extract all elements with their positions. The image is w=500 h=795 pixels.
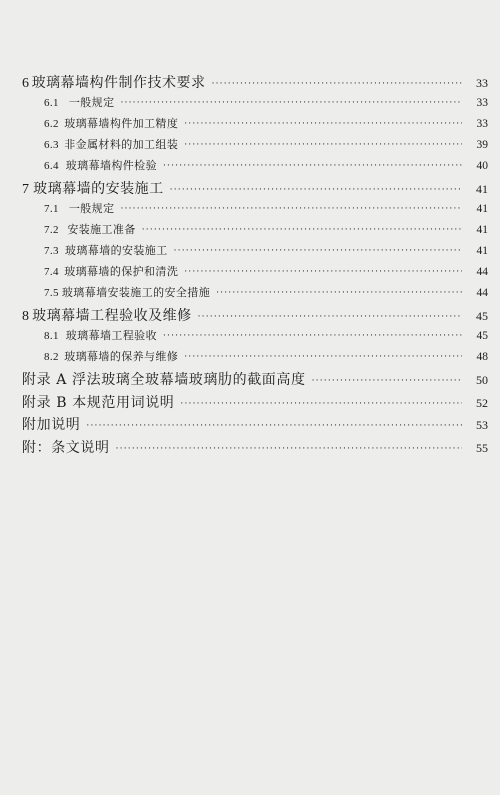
section-title: 玻璃幕墙安装施工的安全措施 [61, 286, 211, 299]
page-number: 40 [476, 160, 488, 172]
page-number: 33 [476, 76, 488, 90]
chapter-title: 玻璃幕墙的安装施工 [33, 181, 164, 197]
toc-chapter-6[interactable] [22, 72, 488, 94]
toc-section-7-1[interactable] [22, 200, 488, 221]
page-number: 44 [476, 287, 488, 299]
page-number: 44 [476, 266, 488, 278]
page-number: 52 [476, 395, 488, 410]
toc-section-6-4[interactable] [22, 157, 488, 178]
appendix-title: 附：条文说明 [22, 439, 110, 456]
section-number: 7.3 [44, 245, 59, 257]
dot-leader [216, 288, 462, 298]
section-title: 玻璃幕墙的保养与维修 [64, 350, 179, 363]
dot-leader [184, 267, 462, 277]
dot-leader [116, 444, 462, 454]
section-number: 8.2 [44, 351, 59, 363]
toc-appendix-a[interactable] [22, 369, 488, 392]
dot-leader [86, 421, 462, 431]
dot-leader [120, 204, 462, 214]
toc-chapter-7[interactable] [22, 178, 488, 200]
toc-clause-explanation[interactable] [22, 437, 488, 460]
toc-section-7-2[interactable] [22, 221, 488, 242]
section-title: 非金属材料的加工组装 [64, 138, 179, 151]
section-title: 玻璃幕墙的保护和清洗 [64, 265, 179, 278]
dot-leader [184, 119, 462, 129]
page-number: 33 [476, 118, 488, 130]
section-title: 一般规定 [68, 96, 115, 109]
page-number: 33 [476, 97, 488, 109]
dot-leader [170, 185, 462, 195]
toc-section-7-3[interactable] [22, 242, 488, 263]
dot-leader [163, 331, 462, 341]
chapter-number: 7 [22, 182, 30, 197]
toc-section-8-2[interactable] [22, 348, 488, 369]
chapter-number: 8 [22, 309, 30, 324]
dot-leader [212, 79, 462, 89]
page-number: 53 [476, 418, 488, 432]
section-number: 6.2 [44, 118, 59, 130]
toc-section-6-2[interactable] [22, 115, 488, 136]
chapter-title: 玻璃幕墙工程验收及维修 [32, 308, 192, 324]
page-number: 55 [476, 440, 488, 455]
section-number: 6.1 [44, 97, 59, 109]
section-title: 一般规定 [68, 202, 115, 215]
dot-leader [142, 225, 462, 235]
section-title: 安装施工准备 [67, 223, 136, 236]
dot-leader [120, 98, 462, 108]
section-number: 7.5 [44, 287, 59, 299]
page-number: 39 [476, 139, 488, 151]
appendix-title: 附加说明 [22, 417, 81, 433]
section-title: 玻璃幕墙的安装施工 [65, 244, 168, 257]
section-title: 玻璃幕墙构件检验 [65, 159, 157, 172]
page-number: 41 [476, 203, 488, 215]
toc-section-8-1[interactable] [22, 327, 488, 348]
section-title: 玻璃幕墙工程验收 [65, 329, 157, 342]
toc-section-7-5[interactable] [22, 284, 488, 305]
toc-section-7-4[interactable] [22, 263, 488, 284]
table-of-contents [22, 72, 488, 459]
page-number: 45 [476, 330, 488, 342]
dot-leader [180, 399, 462, 409]
dot-leader [163, 161, 462, 171]
section-number: 7.4 [44, 266, 59, 278]
section-number: 7.2 [44, 224, 59, 236]
page-number: 41 [476, 182, 488, 196]
section-number: 6.4 [44, 160, 59, 172]
dot-leader [174, 246, 462, 256]
dot-leader [184, 352, 462, 362]
toc-chapter-8[interactable] [22, 305, 488, 327]
section-title: 玻璃幕墙构件加工精度 [64, 117, 179, 130]
page-number: 48 [476, 351, 488, 363]
page-number: 45 [476, 309, 488, 323]
toc-section-6-1[interactable] [22, 94, 488, 115]
chapter-title: 玻璃幕墙构件制作技术要求 [31, 75, 206, 91]
dot-leader [312, 376, 462, 386]
page-number: 41 [476, 224, 488, 236]
page-number: 41 [476, 245, 488, 257]
dot-leader [198, 312, 462, 322]
chapter-number: 6 [22, 76, 30, 91]
dot-leader [184, 140, 462, 150]
appendix-title: 附录 B 本规范用词说明 [22, 394, 175, 411]
toc-appendix-b[interactable] [22, 392, 488, 415]
appendix-title: 附录 A 浮法玻璃全玻幕墙玻璃肋的截面高度 [22, 372, 306, 388]
page-number: 50 [476, 373, 488, 387]
toc-additional-notes[interactable] [22, 414, 488, 437]
toc-section-6-3[interactable] [22, 136, 488, 157]
section-number: 8.1 [44, 330, 59, 342]
section-number: 6.3 [44, 139, 59, 151]
section-number: 7.1 [44, 203, 59, 215]
